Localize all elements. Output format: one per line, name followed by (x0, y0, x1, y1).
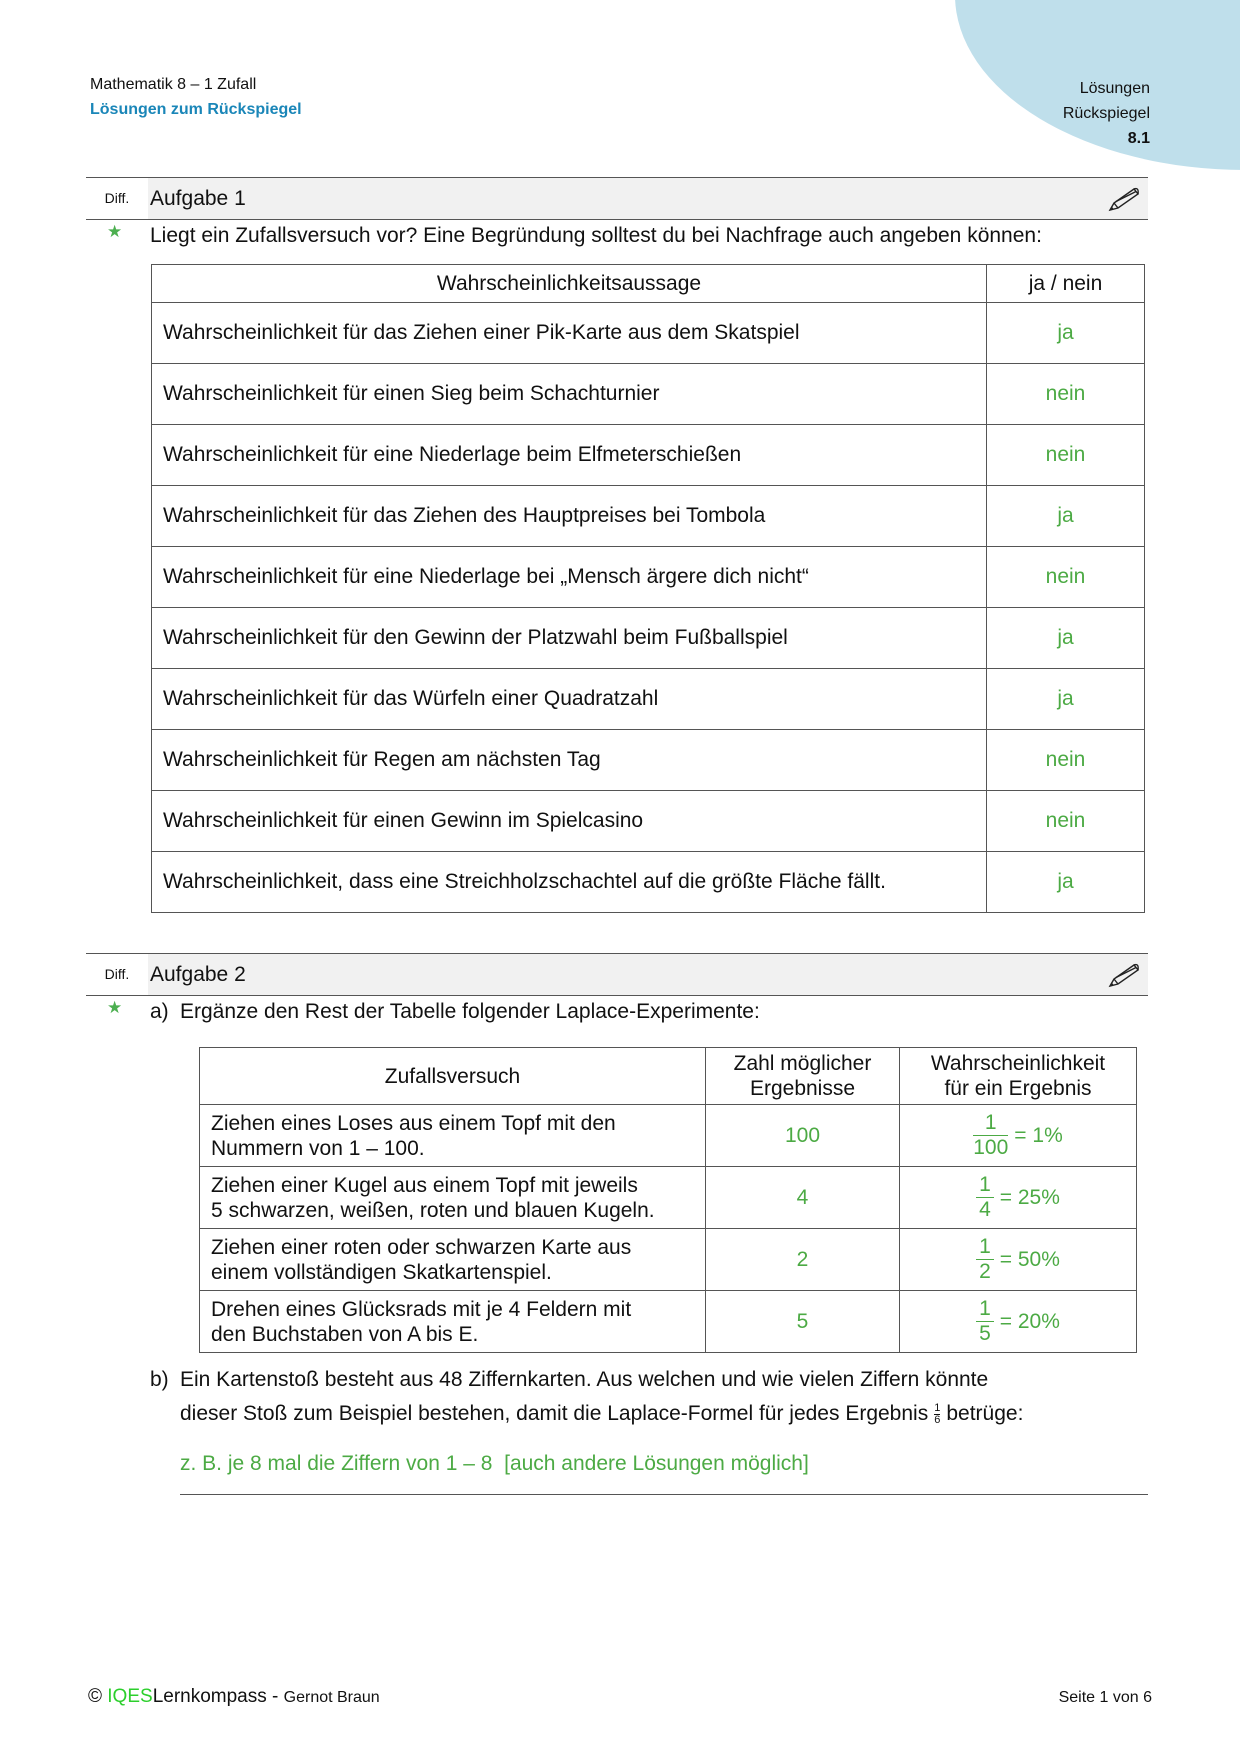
answer-cell: ja (987, 669, 1145, 730)
brand-iqes: IQES (107, 1686, 153, 1707)
table-row (152, 791, 1145, 852)
experiment-cell (200, 1105, 706, 1167)
table-row (200, 1229, 1137, 1291)
experiment-cell (200, 1167, 706, 1229)
pencil-icon (1106, 960, 1142, 990)
table-row (200, 1167, 1137, 1229)
numerator: 1 (976, 1173, 994, 1198)
table-row (152, 669, 1145, 730)
experiment-cell (200, 1229, 706, 1291)
task1-header-bar (86, 177, 1148, 220)
header-line: für ein Ergebnis (944, 1077, 1092, 1100)
experiment-line: Nummern von 1 – 100. (211, 1136, 425, 1160)
denominator: 4 (979, 1198, 991, 1221)
answer-cell: ja (987, 486, 1145, 547)
header-line: Ergebnisse (749, 1077, 856, 1100)
experiment-line: Ziehen eines Loses aus einem Topf mit den (211, 1111, 616, 1135)
fraction (976, 1297, 994, 1346)
probability-cell (900, 1291, 1137, 1353)
experiment-cell (200, 1291, 706, 1353)
task1-table (151, 264, 1145, 913)
percent: = 1% (1014, 1124, 1063, 1147)
answer-cell: nein (987, 425, 1145, 486)
star-icon: ★ (107, 998, 123, 1017)
statement-cell: Wahrscheinlichkeit für Regen am nächsten Tag (152, 730, 987, 791)
experiment-line: Ziehen einer Kugel aus einem Topf mit jeweils (211, 1173, 638, 1197)
fraction (976, 1173, 994, 1222)
footer-separator: - (272, 1686, 279, 1707)
count-cell: 5 (706, 1291, 900, 1353)
part-b-line2 (180, 1402, 1023, 1426)
answer-cell: nein (987, 547, 1145, 608)
answer-divider (180, 1494, 1148, 1495)
footer-brand (88, 1686, 380, 1708)
task2-title: Aufgabe 2 (150, 963, 246, 986)
percent: = 50% (999, 1248, 1060, 1271)
statement-cell: Wahrscheinlichkeit, dass eine Streichholzschachtel auf die größte Fläche fällt. (152, 852, 987, 913)
statement-cell: Wahrscheinlichkeit für das Würfeln einer Quadratzahl (152, 669, 987, 730)
task1-prompt: Liegt ein Zufallsversuch vor? Eine Begründung solltest du bei Nachfrage auch angeben können: (150, 224, 1042, 247)
experiment-line: Ziehen einer roten oder schwarzen Karte aus (211, 1235, 632, 1259)
answer-cell: ja (987, 852, 1145, 913)
document-subtitle: Lösungen zum Rückspiegel (90, 101, 302, 118)
experiment-line: Drehen eines Glücksrads mit je 4 Feldern mit (211, 1297, 632, 1321)
task1-title-area (148, 178, 1148, 219)
answer-cell: nein (987, 364, 1145, 425)
fraction (973, 1111, 1008, 1160)
part-b-text: betrüge: (946, 1402, 1024, 1425)
statement-cell: Wahrscheinlichkeit für den Gewinn der Platzwahl beim Fußballspiel (152, 608, 987, 669)
count-cell: 100 (706, 1105, 900, 1167)
part-a-label: a) (150, 1000, 169, 1023)
experiment-line: 5 schwarzen, weißen, roten und blauen Kugeln. (211, 1198, 655, 1222)
part-a-prompt: Ergänze den Rest der Tabelle folgender Laplace-Experimente: (180, 1000, 760, 1023)
header-right-line1: Lösungen (1079, 80, 1150, 97)
fraction (976, 1235, 994, 1284)
pencil-icon (1106, 184, 1142, 214)
header-line: Wahrscheinlichkeit (930, 1052, 1106, 1075)
answer-cell: ja (987, 608, 1145, 669)
section-number: 8.1 (1127, 130, 1150, 147)
statement-cell: Wahrscheinlichkeit für das Ziehen einer Pik-Karte aus dem Skatspiel (152, 303, 987, 364)
copyright-icon: © (88, 1686, 102, 1707)
table-row (152, 486, 1145, 547)
table-row (200, 1105, 1137, 1167)
fraction-one-sixth (934, 1403, 940, 1426)
task2-title-area (148, 954, 1148, 995)
column-header-statement: Wahrscheinlichkeitsaussage (152, 265, 987, 303)
page-number: Seite 1 von 6 (1058, 1689, 1152, 1706)
table-row (152, 730, 1145, 791)
table-row (152, 608, 1145, 669)
numerator: 1 (976, 1235, 994, 1260)
numerator: 1 (976, 1297, 994, 1322)
numerator: 1 (934, 1401, 941, 1414)
table-row (200, 1291, 1137, 1353)
denominator: 2 (979, 1260, 991, 1283)
experiment-line: den Buchstaben von A bis E. (211, 1322, 479, 1346)
statement-cell: Wahrscheinlichkeit für einen Gewinn im Spielcasino (152, 791, 987, 852)
table-row (152, 364, 1145, 425)
brand-lernkompass: Lernkompass (152, 1686, 267, 1707)
course-title: Mathematik 8 – 1 Zufall (90, 76, 257, 93)
laplace-table (199, 1047, 1137, 1353)
header-line: Zahl möglicher (733, 1052, 872, 1075)
statement-cell: Wahrscheinlichkeit für einen Sieg beim Schachturnier (152, 364, 987, 425)
author-name: Gernot Braun (283, 1689, 380, 1706)
header-right-line2: Rückspiegel (1062, 105, 1150, 122)
statement-cell: Wahrscheinlichkeit für eine Niederlage beim Elfmeterschießen (152, 425, 987, 486)
diff-label: Diff. (86, 954, 148, 995)
column-header-experiment: Zufallsversuch (200, 1048, 706, 1105)
part-b-text: dieser Stoß zum Beispiel bestehen, damit die Laplace-Formel für jedes Ergebnis (180, 1402, 929, 1425)
table-row (152, 852, 1145, 913)
task1-title: Aufgabe 1 (150, 187, 246, 210)
answer-cell: nein (987, 791, 1145, 852)
percent: = 20% (999, 1310, 1060, 1333)
experiment-line: einem vollständigen Skatkartenspiel. (211, 1260, 552, 1284)
column-header-count (706, 1048, 900, 1105)
statement-cell: Wahrscheinlichkeit für das Ziehen des Hauptpreises bei Tombola (152, 486, 987, 547)
denominator: 5 (979, 1322, 991, 1345)
answer-cell: nein (987, 730, 1145, 791)
statement-cell: Wahrscheinlichkeit für eine Niederlage bei „Mensch ärgere dich nicht“ (152, 547, 987, 608)
table-header-row (152, 265, 1145, 303)
probability-cell (900, 1229, 1137, 1291)
table-row (152, 303, 1145, 364)
part-b-label: b) (150, 1368, 169, 1391)
percent: = 25% (999, 1186, 1060, 1209)
denominator: 6 (934, 1413, 941, 1426)
header-right-block (1063, 76, 1150, 151)
star-icon: ★ (107, 222, 123, 241)
table-header-row (200, 1048, 1137, 1105)
numerator: 1 (973, 1111, 1008, 1136)
part-b-answer: z. B. je 8 mal die Ziffern von 1 – 8 [auch andere Lösungen möglich] (180, 1452, 809, 1475)
answer-cell: ja (987, 303, 1145, 364)
probability-cell (900, 1105, 1137, 1167)
count-cell: 4 (706, 1167, 900, 1229)
column-header-probability (900, 1048, 1137, 1105)
probability-cell (900, 1167, 1137, 1229)
table-row (152, 547, 1145, 608)
table-row (152, 425, 1145, 486)
diff-label: Diff. (86, 178, 148, 219)
count-cell: 2 (706, 1229, 900, 1291)
denominator: 100 (973, 1136, 1009, 1159)
task2-header-bar (86, 953, 1148, 996)
column-header-answer: ja / nein (987, 265, 1145, 303)
part-b-line1: Ein Kartenstoß besteht aus 48 Ziffernkarten. Aus welchen und wie vielen Ziffern könnte (180, 1368, 989, 1391)
